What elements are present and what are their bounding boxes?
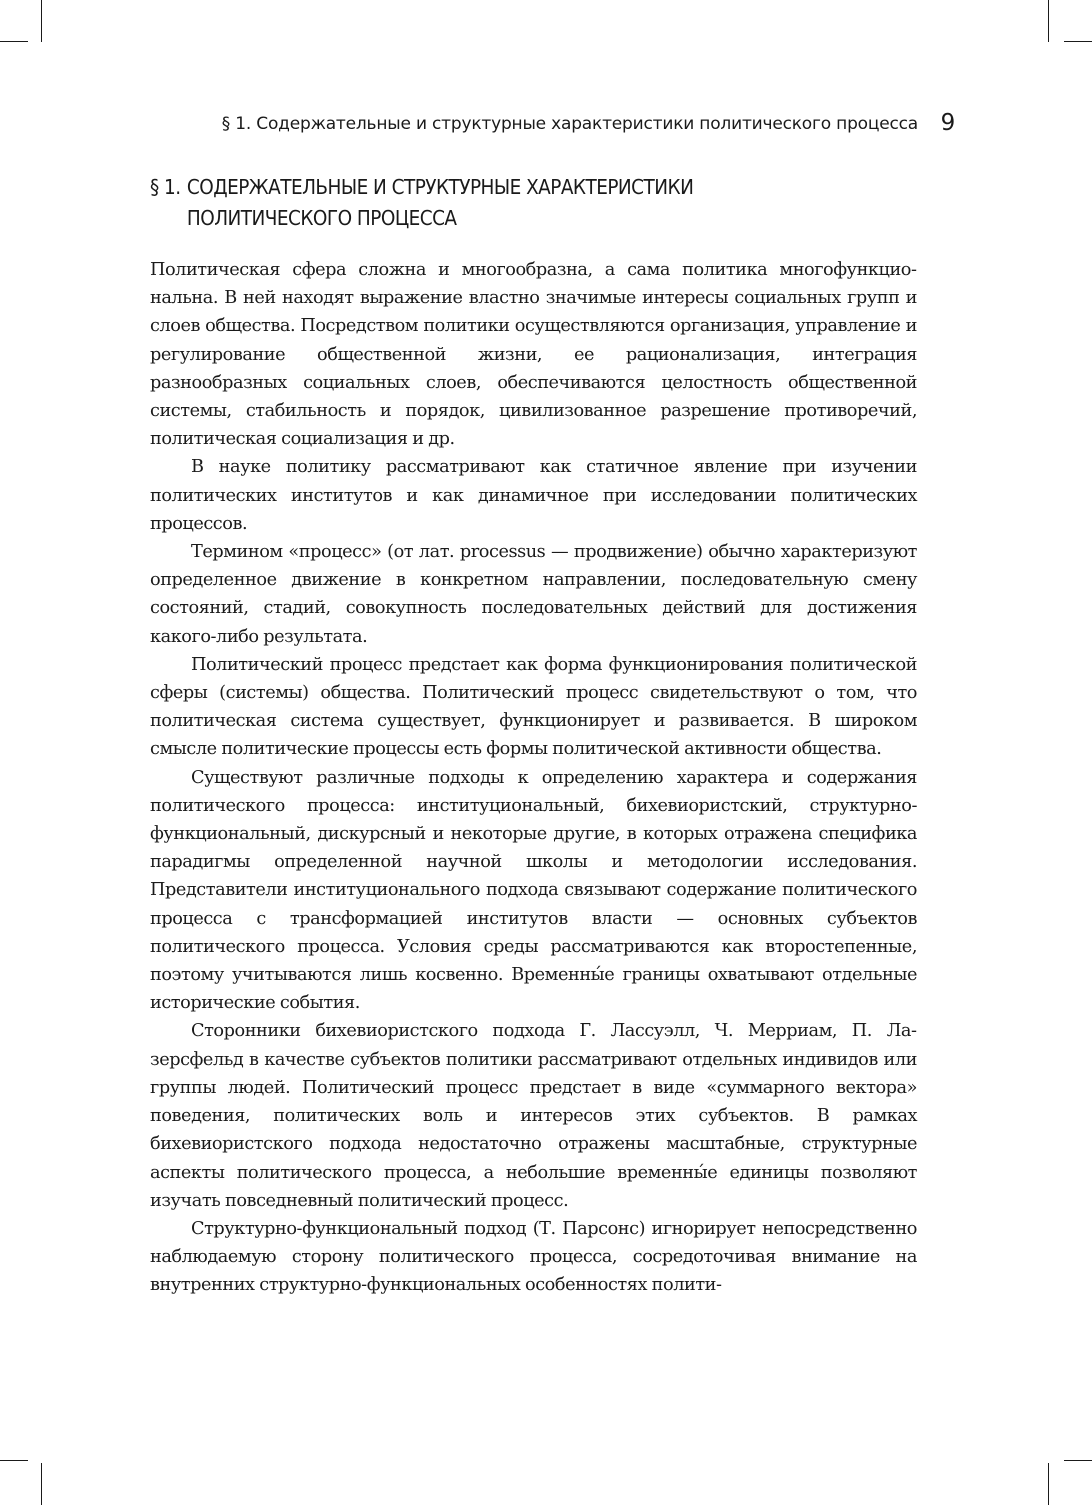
body-text <box>150 256 917 1300</box>
crop-mark-top-right <box>1048 0 1049 42</box>
paragraph: Термином «процесс» (от лат. processus — продвижение) обычно характеризуют определенное движение в конкретном направлении, последовательную смену состояний, стадий, совокупность последовательных действий для достижения какого-либо результата. <box>150 542 917 647</box>
crop-mark-top-left <box>41 0 42 42</box>
paragraph: Существуют различные подходы к определению характера и содержания политического процесса: институциональный, бихевиористский, структурно-функциональный, дискурсный и некоторые другие, в которых отражена специфика парадигмы определенной научной школы и методологии исследования. Представители институционального подхода связывают содержание политического процесса с трансформацией институтов власти — основных субъектов политического процесса. Условия среды рассматриваются как второстепенные, поэтому учитываются лишь косвенно. Временны́е границы охватывают отдельные исторические события. <box>150 767 917 1014</box>
crop-mark-bottom-right <box>1048 1463 1049 1505</box>
crop-mark-bottom-left <box>41 1463 42 1505</box>
paragraph: Сторонники бихевиористского подхода Г. Лассуэлл, Ч. Мерриам, П. Лазерсфельд в качестве субъектов политики рассматривают отдельных индивидов или группы людей. Политический процесс предстает в виде «суммарного вектора» поведения, политических воль и интересов этих субъектов. В рамках бихевиористского подхода недостаточно отражены масштабные, структурные аспекты политического процесса, а небольшие временны́е единицы позволяют изучать повседневный политический процесс. <box>150 1021 917 1211</box>
paragraph: Политическая сфера сложна и многообразна, а сама политика многофункциональна. В ней находят выражение властно значимые интересы социальных групп и слоев общества. Посредством политики осуществляются организация, управление и регулирование общественной жизни, ее рационализация, интеграция разнообразных социальных слоев, обеспечиваются целостность общественной системы, стабильность и порядок, цивилизованное разрешение противоречий, политическая социализация и др. <box>150 260 917 450</box>
section-heading-line-1 <box>150 172 834 203</box>
page-number: 9 <box>940 110 956 136</box>
paragraph: Политический процесс предстает как форма функционирования политической сферы (системы) общества. Политический процесс свидетельствуют о том, что политическая система существует, функционирует и развивается. В широком смысле политические процессы есть формы политической активности общества. <box>150 654 917 760</box>
paragraph: Структурно-функциональный подход (Т. Парсонс) игнорирует непосредственно наблюдаемую сторону политического процесса, сосредоточивая внимание на внутренних структурно-функциональных особенностях полити- <box>150 1218 917 1296</box>
crop-mark-bottom-right <box>1064 1460 1092 1461</box>
section-title-line-2: ПОЛИТИЧЕСКОГО ПРОЦЕССА <box>186 206 457 230</box>
crop-mark-bottom-left <box>0 1460 28 1461</box>
section-number: § 1. <box>150 175 181 199</box>
section-heading <box>150 172 834 234</box>
crop-mark-top-right <box>1064 41 1092 42</box>
section-title-line-1: СОДЕРЖАТЕЛЬНЫЕ И СТРУКТУРНЫЕ ХАРАКТЕРИСТИКИ <box>186 175 694 199</box>
crop-mark-top-left <box>0 41 28 42</box>
paragraph: В науке политику рассматривают как статичное явление при изучении политических институтов и как динамичное при исследовании политических процессов. <box>150 457 917 534</box>
running-head: § 1. Содержательные и структурные характеристики политического процесса <box>221 114 918 134</box>
